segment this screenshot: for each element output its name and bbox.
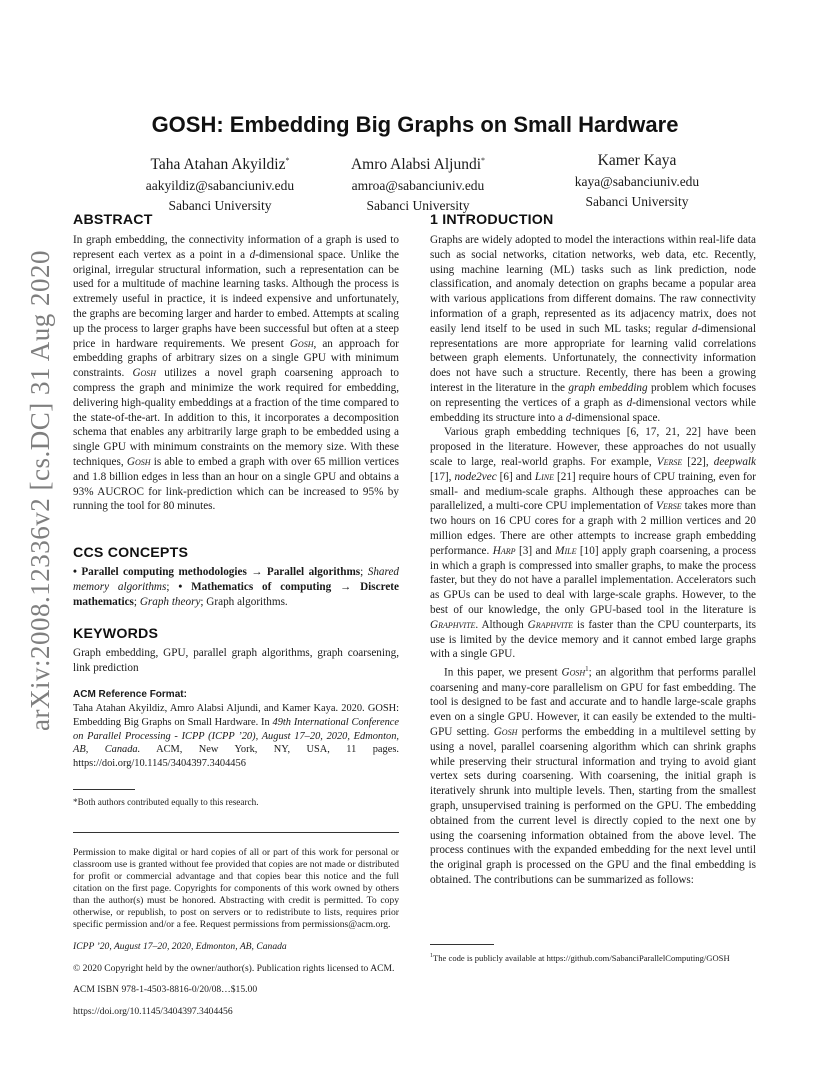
- author-name: Kamer Kaya: [597, 152, 677, 169]
- author-email: kaya@sabanciuniv.edu: [574, 174, 700, 189]
- author-affiliation: Sabanci University: [366, 198, 470, 214]
- intro-paragraph-3: In this paper, we present Gosh$^1$; an algorithm that performs parallel coarsening and many-core parallelism on GPU for fast embedding. The tool is designed to be fast and accurate and to handle large-scale graphs even on a single GPU. However, it can easily be extended to the multi-GPU setting. Gosh performs the embedding in a multilevel setting by using a novel, parallel coarsening algorithm which can shrink graphs while preserving their structural information and trying to avoid giant vertex sets during coarsening. With coarsening, the initial graph is iteratively shrunk into multiple levels. Then, starting from the smallest graph, unsupervised training is performed on the GPU. The embedding obtained from the current level is directly copied to the next one by using the coarsening information obtained from the above level. The process continues with the expanded embedding for the next level until the original graph is processed on the GPU and the final embedding is obtained. The contributions can be summarized as follows:: [430, 665, 757, 886]
- footnote-equal-contribution: *Both authors contributed equally to this research.: [73, 797, 259, 807]
- abstract-heading: ABSTRACT: [73, 212, 153, 228]
- footnote-rule-right: [430, 944, 494, 945]
- author-affiliation: Sabanci University: [168, 198, 272, 214]
- introduction-heading: 1 INTRODUCTION: [430, 212, 554, 228]
- intro-paragraph-2: Various graph embedding techniques [6, 17, 21, 22] have been proposed in the literature. However, these approaches do not usually scale to large, real-world graphs. For example, Verse [22], deepwalk [17], node2vec [6] and Line [21] require hours of CPU training, even for small- and medium-scale graphs. Although these approaches can be parallelized, a multi-core CPU implementation of Verse takes more than two hours on 16 CPU cores for a graph with 2 million vertices and 20 million edges. There are other attempts to increase graph embedding performance. Harp [3] and Mile [10] apply graph coarsening, a process in which a graph is compressed into smaller graphs, to make the process faster, but they do not have a parallel implementation. Accelerators such as GPUs can be used to deal with large-scale graphs. However, to the best of our knowledge, the only GPU-based tool in the literature is Graphvite. Although Graphvite is faster than the CPU counterparts, its use is limited by the device memory and it cannot embed large graphs with a single GPU.: [430, 426, 756, 661]
- ccs-concepts: • Parallel computing methodologies → Parallel algorithms; Shared memory algorithms; • Mathematics of computing → Discrete mathematics; Graph theory; Graph algorithms.: [73, 566, 399, 608]
- paper-title: GOSH: Embedding Big Graphs on Small Hardware: [151, 112, 679, 137]
- author-affiliation: Sabanci University: [585, 194, 689, 209]
- acm-reference-text: Taha Atahan Akyildiz, Amro Alabsi Aljundi, and Kamer Kaya. 2020. GOSH: Embedding Big Graphs on Small Hardware. In 49th International Conference on Parallel Processing - ICPP (ICPP ’20), August 17–20, 2020, Edmonton, AB, Canada. ACM, New York, NY, USA, 11 pages. https://doi.org/10.1145/3404397.3404456: [73, 703, 399, 770]
- abstract-body: In graph embedding, the connectivity information of a graph is used to represent each vertex as a point in a d-dimensional space. Unlike the original, irregular structural information, such a representation can be used for a multitude of machine learning tasks. Although the process is extremely useful in practice, it is indeed expensive and unfortunately, the graphs are becoming larger and harder to embed. Attempts at scaling up the process to larger graphs have been successful but often at a steep price in hardware requirements. We present Gosh, an approach for embedding graphs of arbitrary sizes on a single GPU with minimum constraints. Gosh utilizes a novel graph coarsening approach to compress the graph and minimize the work required for embedding, delivering high-quality embeddings at a fraction of the time compared to the state-of-the-art. In addition to this, it incorporates a decomposition schema that enables any arbitrarily large graph to be embedded using a single GPU with minimum constraints on the memory size. With these techniques, Gosh is able to embed a graph with over 65 million vertices and 1.8 billion edges in less than an hour on a single GPU and obtains a 93% AUCROC for link-prediction which can be increased to 95% by running the tool for 80 minutes.: [73, 234, 399, 513]
- footnote-code-availability: $^1$The code is publicly available at https://github.com/SabanciParallelComputing/GOSH: [430, 952, 730, 963]
- author-3: [512, 150, 762, 212]
- permission-block: [73, 837, 399, 1028]
- introduction-body: [430, 233, 756, 888]
- arxiv-id-text: arXiv:2008.12336v2 [cs.DC] 31 Aug 2020: [24, 249, 55, 731]
- author-mark: *: [481, 156, 486, 165]
- doi-line: https://doi.org/10.1145/3404397.3404456: [73, 1005, 233, 1017]
- arxiv-identifier: [20, 249, 60, 731]
- author-email: aakyildiz@sabanciuniv.edu: [145, 178, 295, 194]
- copyright-line: © 2020 Copyright held by the owner/author(s). Publication rights licensed to ACM.: [73, 962, 395, 974]
- author-name: Taha Atahan Akyildiz: [150, 156, 286, 174]
- ccs-heading: CCS CONCEPTS: [73, 545, 189, 561]
- author-email: amroa@sabanciuniv.edu: [351, 178, 485, 194]
- author-2: [293, 150, 543, 216]
- author-name: Amro Alabsi Aljundi: [350, 156, 482, 174]
- acm-reference-heading: ACM Reference Format:: [73, 689, 187, 700]
- intro-paragraph-1: Graphs are widely adopted to model the interactions within real-life data such as social networks, citation networks, web data, etc. Recently, using machine learning (ML) tasks such as link prediction, node classification, and anomaly detection on graphs became a popular area with various applications from different domains. The raw connectivity information of a graph, represented as its adjacency matrix, does not easily lend itself to be used in such ML tasks; regular d-dimensional representations are more appropriate for learning valid correlations between graph elements. Unfortunately, the connectivity information does not have such a structure. Recently, there has been a growing interest in the literature in the graph embedding problem which focuses on representing the vertices of a graph as d-dimensional vectors while embedding its structure into a d-dimensional space.: [430, 234, 757, 424]
- permission-text: Permission to make digital or hard copies of all or part of this work for personal or classroom use is granted without fee provided that copies are not made or distributed for profit or commercial advantage and that copies bear this notice and the full citation on the first page. Copyrights for components of this work owned by others than the author(s) must be honored. Abstracting with credit is permitted. To copy otherwise, or republish, to post on servers or to redistribute to lists, requires prior specific permission and/or a fee. Request permissions from permissions@acm.org.: [73, 846, 399, 931]
- isbn-line: ACM ISBN 978-1-4503-8816-0/20/08…$15.00: [73, 984, 258, 996]
- keywords-text: Graph embedding, GPU, parallel graph algorithms, graph coarsening, link prediction: [73, 647, 399, 674]
- venue-line: ICPP ’20, August 17–20, 2020, Edmonton, AB, Canada: [73, 940, 287, 952]
- author-mark: *: [285, 156, 290, 165]
- permission-rule: [73, 832, 399, 833]
- keywords-heading: KEYWORDS: [73, 626, 159, 642]
- footnote-rule: [73, 789, 135, 790]
